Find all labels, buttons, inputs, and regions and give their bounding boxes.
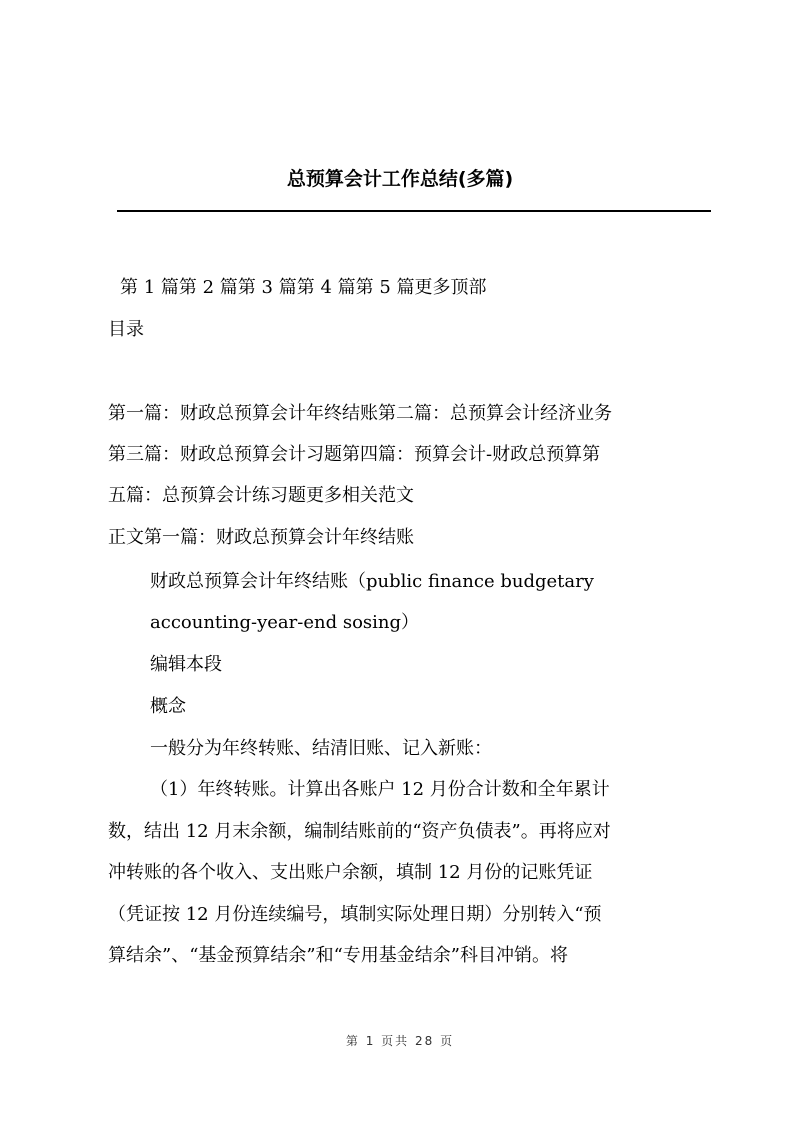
body-line: 财政总预算会计年终结账（public finance budgetary <box>150 571 594 592</box>
toc-line: 第三篇：财政总预算会计习题第四篇：预算会计-财政总预算第 <box>108 444 601 465</box>
body-line: 一般分为年终转账、结清旧账、记入新账： <box>150 738 492 759</box>
body-line: 数，结出 12 月末余额，编制结账前的“资产负债表”。再将应对 <box>108 821 611 842</box>
toc-line: 第一篇：财政总预算会计年终结账第二篇：总预算会计经济业务 <box>108 403 612 424</box>
page-title: 总预算会计工作总结(多篇) <box>286 168 514 190</box>
nav-link-part-3[interactable]: 第 3 篇 <box>237 277 297 298</box>
body-line: 编辑本段 <box>150 654 222 675</box>
body-line: 冲转账的各个收入、支出账户余额，填制 12 月份的记账凭证 <box>108 862 593 883</box>
nav-link-part-2[interactable]: 第 2 篇 <box>178 277 238 298</box>
toc-line: 五篇：总预算会计练习题更多相关范文 <box>108 485 414 506</box>
nav-link-part-1[interactable]: 第 1 篇 <box>120 277 179 298</box>
body-line: accounting-year-end sosing） <box>150 612 420 633</box>
body-line: 算结余”、“基金预算结余”和“专用基金结余”科目冲销。将 <box>108 945 569 966</box>
section-nav <box>120 274 487 302</box>
nav-link-more[interactable]: 更多 <box>414 277 451 298</box>
nav-link-top[interactable]: 顶部 <box>450 277 487 298</box>
title-divider <box>117 210 711 212</box>
body-line: （1）年终转账。计算出各账户 12 月份合计数和全年累计 <box>150 779 610 800</box>
page-footer: 第 1 页共 28 页 <box>345 1034 455 1048</box>
nav-link-part-4[interactable]: 第 4 篇 <box>296 277 356 298</box>
toc-heading: 目录 <box>108 319 144 340</box>
body-line: （凭证按 12 月份连续编号，填制实际处理日期）分别转入“预 <box>108 904 602 925</box>
nav-link-part-5[interactable]: 第 5 篇 <box>355 277 415 298</box>
body-line: 概念 <box>150 696 186 717</box>
body-line: 正文第一篇：财政总预算会计年终结账 <box>108 527 414 548</box>
